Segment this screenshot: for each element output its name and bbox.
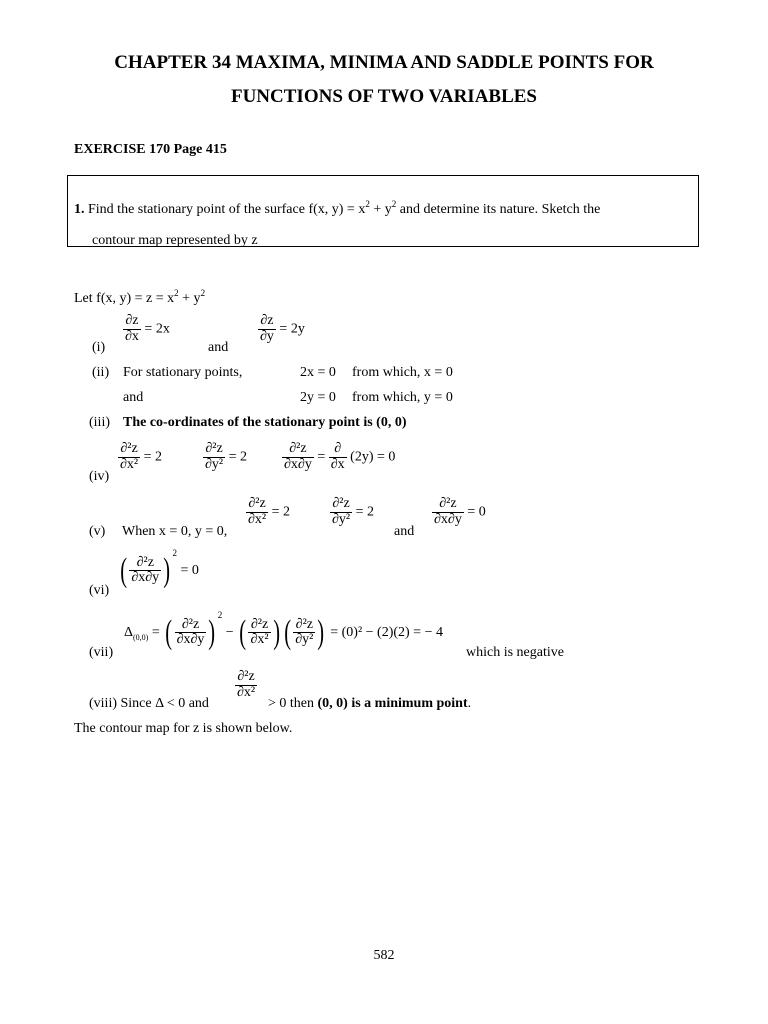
fraction — [118, 442, 140, 472]
step-iv-label: (iv) — [89, 469, 110, 484]
delta-symbol: Δ — [124, 625, 134, 640]
equals: = — [317, 449, 326, 465]
step-ii-from2: from which, y = 0 — [352, 390, 453, 405]
fraction — [248, 618, 270, 648]
exponent: 2 — [217, 610, 223, 620]
numerator: ∂z — [123, 314, 141, 330]
step-iv-d2zdx2 — [118, 442, 162, 472]
let-text-b: + y — [178, 291, 201, 306]
equals: = — [151, 625, 160, 640]
minus: − — [225, 625, 234, 640]
problem-text-a: Find the stationary point of the surface f(x, y) = x — [88, 202, 366, 217]
viii-conclusion: (0, 0) is a minimum point — [317, 696, 468, 711]
step-viii-frac — [235, 670, 257, 700]
fraction — [432, 497, 464, 527]
step-vii-expr — [124, 610, 443, 650]
viii-b: > 0 then — [268, 696, 314, 711]
chapter-title-line2: FUNCTIONS OF TWO VARIABLES — [230, 86, 537, 107]
step-ii-eq1: 2x = 0 — [300, 365, 336, 380]
fraction — [330, 497, 352, 527]
denominator: ∂x — [330, 456, 345, 472]
step-vi-expr — [118, 548, 199, 588]
exponent: 2 — [200, 288, 206, 298]
left-paren: ( — [165, 613, 173, 651]
step-v-d2zdx2 — [246, 497, 290, 527]
step-v-and: and — [394, 524, 415, 539]
denominator: ∂x∂y — [284, 456, 312, 472]
problem-text-c: and determine its nature. Sketch the — [396, 202, 601, 217]
vii-result: = (0)² − (2)(2) = − 4 — [330, 625, 443, 640]
denominator: ∂y — [260, 328, 274, 344]
step-viii-text-a: (viii) Since Δ < 0 and — [89, 696, 209, 711]
equals-0: = 0 — [180, 563, 199, 578]
denominator: ∂x — [125, 328, 139, 344]
numerator: ∂²z — [282, 442, 314, 458]
viii-end: . — [467, 696, 472, 711]
step-i-dzdx — [123, 314, 170, 344]
left-paren: ( — [284, 613, 291, 651]
let-text-a: Let f(x, y) = z = x — [74, 291, 175, 306]
numerator: ∂²z — [330, 497, 352, 513]
step-ii-and: and — [123, 390, 144, 405]
fraction — [282, 442, 314, 472]
fraction — [175, 618, 207, 648]
equals-0: = 0 — [467, 504, 486, 520]
fraction — [235, 670, 257, 700]
denominator: ∂x² — [248, 511, 267, 527]
page-number: 582 — [373, 948, 395, 963]
problem-text-b: + y — [369, 202, 392, 217]
equals-2: = 2 — [228, 449, 248, 465]
problem-line1 — [74, 199, 600, 218]
step-ii-label: (ii) — [92, 365, 110, 380]
equals-2: = 2 — [271, 504, 291, 520]
delta-subscript: (0,0) — [133, 632, 149, 642]
denominator: ∂x∂y — [131, 570, 160, 586]
denominator: ∂x∂y — [176, 632, 205, 648]
step-v-mixed — [432, 497, 486, 527]
step-vii-label: (vii) — [89, 645, 114, 660]
left-paren: ( — [120, 551, 128, 589]
problem-number: 1. — [74, 202, 85, 217]
step-iii-label: (iii) — [89, 415, 110, 430]
denominator: ∂x² — [237, 684, 256, 700]
exponent: 2 — [391, 199, 397, 209]
numerator: ∂z — [258, 314, 276, 330]
contour-note: The contour map for z is shown below. — [74, 721, 293, 736]
numerator: ∂ — [329, 442, 347, 458]
chapter-title-line1: CHAPTER 34 MAXIMA, MINIMA AND SADDLE POINTS FOR — [114, 52, 654, 73]
step-viii-text-b — [268, 696, 471, 712]
equals-2y: = 2y — [279, 321, 305, 337]
right-paren: ) — [163, 551, 171, 589]
right-paren: ) — [317, 613, 325, 651]
step-i-and: and — [208, 340, 229, 355]
iv-tail: (2y) = 0 — [350, 449, 396, 465]
step-ii-text: For stationary points, — [123, 365, 243, 380]
denominator: ∂x∂y — [434, 511, 462, 527]
step-iv-mixed — [282, 442, 395, 472]
problem-line2: contour map represented by z — [92, 233, 258, 248]
step-vii-tail: which is negative — [466, 645, 564, 660]
numerator: ∂²z — [203, 442, 225, 458]
denominator: ∂y² — [295, 632, 314, 648]
fraction — [293, 618, 315, 648]
step-iv-d2zdy2 — [203, 442, 247, 472]
numerator: ∂²z — [129, 556, 161, 572]
equals-2: = 2 — [143, 449, 163, 465]
step-i-label: (i) — [92, 340, 106, 355]
left-paren: ( — [239, 613, 247, 651]
right-paren: ) — [208, 613, 216, 651]
numerator: ∂²z — [246, 497, 268, 513]
exercise-heading: EXERCISE 170 Page 415 — [74, 142, 227, 157]
step-v-d2zdy2 — [330, 497, 374, 527]
step-iii-text: The co-ordinates of the stationary point is (0, 0) — [123, 415, 407, 430]
step-ii-from1: from which, x = 0 — [352, 365, 453, 380]
numerator: ∂²z — [432, 497, 464, 513]
fraction — [329, 442, 347, 472]
denominator: ∂y² — [205, 456, 224, 472]
exponent: 2 — [174, 288, 179, 298]
fraction — [123, 314, 141, 344]
step-ii-eq2: 2y = 0 — [300, 390, 336, 405]
let-statement — [74, 288, 205, 307]
fraction — [258, 314, 276, 344]
fraction — [203, 442, 225, 472]
denominator: ∂y² — [332, 511, 351, 527]
step-vi-label: (vi) — [89, 583, 110, 598]
numerator: ∂²z — [248, 618, 270, 634]
step-v-text: When x = 0, y = 0, — [122, 524, 228, 539]
equals-2x: = 2x — [144, 321, 170, 337]
right-paren: ) — [272, 613, 280, 651]
exponent: 2 — [365, 199, 370, 209]
fraction — [246, 497, 268, 527]
fraction — [129, 556, 161, 586]
step-v-label: (v) — [89, 524, 106, 539]
denominator: ∂x² — [250, 632, 269, 648]
exponent: 2 — [172, 548, 177, 558]
denominator: ∂x² — [120, 456, 139, 472]
equals-2: = 2 — [355, 504, 375, 520]
numerator: ∂²z — [293, 618, 315, 634]
numerator: ∂²z — [118, 442, 140, 458]
numerator: ∂²z — [175, 618, 207, 634]
numerator: ∂²z — [235, 670, 257, 686]
step-i-dzdy — [258, 314, 305, 344]
